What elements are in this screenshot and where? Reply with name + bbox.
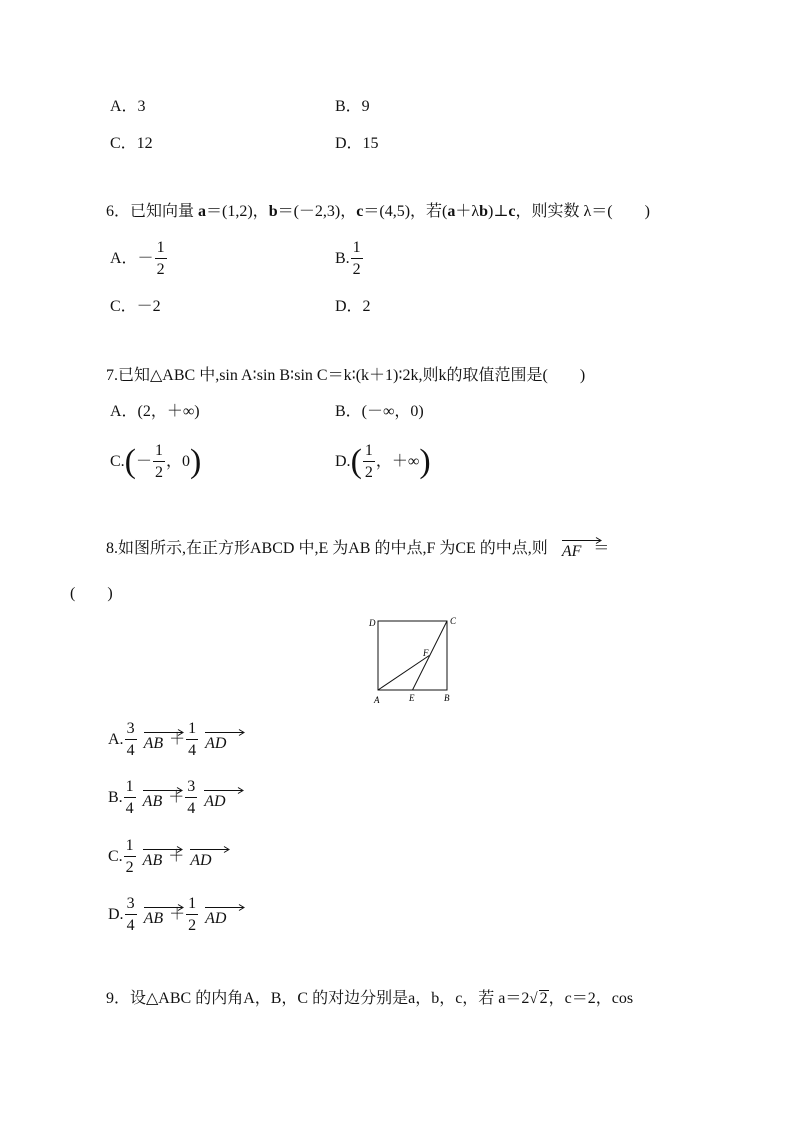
fraction: $\frac{3}{4}$ [126,720,135,759]
q6-stem: 6．已知向量 a＝(1,2)，b＝(－2,3)，c＝(4,5)，若(a＋λb)⊥c，则实数 λ＝( ) [106,203,650,220]
fraction: $\frac{1}{2}$ [125,837,134,876]
vector-ad: AD [205,729,226,752]
q7-option-a: A．(2，＋∞) [110,403,200,420]
vector-ad: AD [190,846,211,869]
q7-option-c: C. ( － $\frac{1}{2}$ ，0 ) [110,442,202,481]
vector-ab: AB [144,904,164,927]
label-e: E [409,693,415,703]
q7-option-d: D. ( $\frac{1}{2}$ ，＋∞ ) [335,442,431,481]
vector-ab: AB [143,846,163,869]
q9-stem: 9．设△ABC 的内角A，B，C 的对边分别是a，b，c，若 a＝2√ 2，c＝2，cos [106,990,634,1007]
q6-option-b: B. $\frac{1}{2}$ [335,239,361,278]
q8-option-d: D. $\frac{3}{4}$ AB ＋ $\frac{1}{2}$ AD [108,896,232,934]
fraction: $\frac{3}{4}$ [187,778,196,817]
vector-af: AF [562,537,582,560]
fraction: $\frac{1}{2}$ [155,442,164,481]
fraction: $\frac{1}{4}$ [125,778,134,817]
q7-stem: 7.已知△ABC 中,sin A∶sin B∶sin C＝k∶(k＋1)∶2k,则k的取值范围是( ) [106,367,586,384]
q5-option-d: D．15 [335,135,379,152]
fraction: $\frac{3}{4}$ [126,895,135,934]
q8-option-a: A. $\frac{3}{4}$ AB ＋ $\frac{1}{4}$ AD [108,721,232,759]
label-b: B [444,693,450,703]
q8-option-c: C. $\frac{1}{2}$ AB ＋ AD [108,838,218,876]
label-f: F [423,648,429,658]
fraction: $\frac{1}{4}$ [188,720,197,759]
vector-ab: AB [144,729,164,752]
q8-paren: ( ) [70,585,113,602]
q5-option-a: A．3 [110,98,146,115]
label-c: C [450,616,457,626]
vector-ad: AD [204,787,225,810]
square-abcd [378,621,447,690]
segment-ec [413,621,448,690]
fraction: $\frac{1}{2}$ [364,442,373,481]
fraction: $\frac{1}{2}$ [156,239,165,278]
q6-option-d: D．2 [335,298,371,315]
q5-option-b: B．9 [335,98,370,115]
vector-ad: AD [205,904,226,927]
q8-stem: 8.如图所示,在正方形ABCD 中,E 为AB 的中点,F 为CE 的中点,则 AF ＝ [106,537,609,560]
q7-option-b: B．(－∞，0) [335,403,424,420]
vector-ab: AB [143,787,163,810]
square-figure [364,612,464,708]
q6-option-c: C．－2 [110,298,161,315]
q6-option-a: A．－ $\frac{1}{2}$ [110,239,165,278]
label-d: D [369,618,376,628]
fraction: $\frac{1}{2}$ [352,239,361,278]
label-a: A [374,695,380,705]
q8-option-b: B. $\frac{1}{4}$ AB ＋ $\frac{3}{4}$ AD [108,779,232,817]
fraction: $\frac{1}{2}$ [188,895,197,934]
q5-option-c: C．12 [110,135,153,152]
